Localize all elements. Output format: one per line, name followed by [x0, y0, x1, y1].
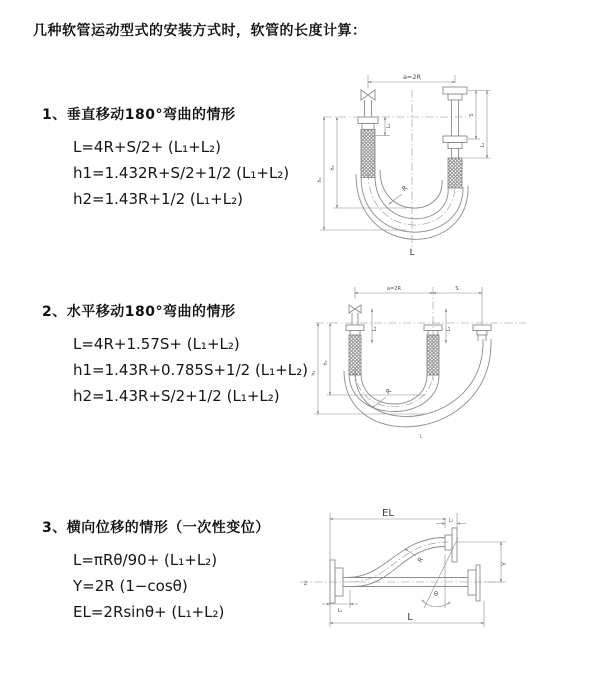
section-horizontal-bend [42, 301, 308, 409]
formula-length: L=4R+S/2+ (L₁+L₂) [73, 138, 221, 156]
hose-curves [344, 339, 491, 427]
diagram-vertical-bend [312, 68, 530, 258]
axis-label: z [304, 580, 308, 587]
dim-label-length: L [419, 433, 423, 440]
dimension-s [433, 286, 482, 293]
dimension-l1 [372, 309, 378, 343]
section-2-heading: 2、水平移动180°弯曲的情形 [42, 304, 236, 320]
dimension-s [468, 91, 491, 140]
dim-label-l1: L₁ [337, 608, 343, 614]
dimension-l2 [463, 91, 491, 159]
page-title: 几种软管运动型式的安装方式时，软管的长度计算： [33, 23, 367, 39]
dimension-a2r [355, 286, 482, 325]
left-pipe-assembly [358, 100, 378, 178]
dimension-y [457, 542, 508, 582]
braided-hose-section [448, 158, 462, 188]
dim-label-length: L [409, 248, 415, 258]
dim-label-h1: h₁ [311, 370, 317, 376]
dim-label-s: S [455, 286, 459, 292]
dimension-el [330, 508, 457, 560]
diagram-horizontal-bend [306, 281, 534, 446]
diagram-lateral-offset [298, 508, 566, 636]
formula-h1: h1=1.432R+S/2+1/2 (L₁+L₂) [73, 164, 290, 182]
dim-label-angle: θ [434, 590, 438, 598]
hose-curve [348, 538, 448, 587]
formula-h2: h2=1.43R+1/2 (L₁+L₂) [73, 190, 243, 208]
dim-label-l2: L₂ [480, 142, 486, 148]
angle-construction [422, 538, 458, 608]
dimension-l2 [446, 309, 452, 343]
dimension-l1 [322, 590, 358, 614]
dimension-l1 [375, 117, 392, 136]
right-pipe-assembly [473, 325, 491, 341]
braided-hose-section [427, 335, 439, 375]
dim-label-y: Y [500, 562, 508, 566]
dim-label-s: S [469, 113, 475, 117]
dim-label-l: L [407, 612, 413, 623]
right-flange-assembly [468, 565, 480, 601]
dim-label-l1: L₁ [386, 123, 392, 129]
dimension-h1 [311, 323, 426, 414]
dimension-a2r [368, 73, 455, 88]
radius-leader [389, 184, 409, 204]
dimension-h2 [323, 323, 426, 395]
section-1-formulas [42, 134, 289, 212]
left-pipe-assembly [346, 313, 364, 375]
formula-length: L=πRθ/90+ (L₁+L₂) [73, 551, 218, 569]
valve-icon [349, 305, 361, 313]
formula-y: Y=2R (1−cosθ) [73, 577, 188, 595]
dimension-l [330, 601, 484, 627]
dim-label-radius: R [400, 183, 410, 193]
dim-label-h1: h₁ [317, 177, 323, 183]
section-lateral-offset [42, 517, 270, 625]
formula-el: EL=2Rsinθ+ (L₁+L₂) [73, 603, 225, 621]
section-vertical-bend [42, 104, 289, 212]
formula-h2: h2=1.43R+S/2+1/2 (L₁+L₂) [73, 387, 280, 405]
radius-leader [372, 387, 393, 408]
dim-label-l2: L₂ [446, 326, 452, 332]
formula-h1: h1=1.43R+0.785S+1/2 (L₁+L₂) [73, 361, 308, 379]
dim-label-radius: R [415, 555, 425, 565]
section-1-heading: 1、垂直移动180°弯曲的情形 [42, 107, 236, 123]
dim-label-radius: R [384, 386, 394, 396]
dim-label-l1: L₁ [372, 326, 378, 332]
dim-label-l2: L₂ [448, 517, 454, 524]
formula-length: L=4R+1.57S+ (L₁+L₂) [73, 335, 240, 353]
valve-icon [361, 90, 375, 100]
upper-flange-assembly [445, 528, 457, 562]
right-pipe-assembly [443, 87, 467, 188]
dim-label-a2r: a=2R [387, 286, 401, 292]
dim-label-a2r: a=2R [402, 73, 422, 81]
dim-label-h2: h₂ [330, 165, 336, 171]
dim-label-h2: h₂ [323, 360, 329, 366]
section-3-heading: 3、横向位移的情形（一次性变位） [42, 520, 270, 536]
section-2-formulas [42, 331, 308, 409]
braided-hose-section [361, 130, 375, 178]
section-3-formulas [42, 547, 270, 625]
dim-label-el: EL [382, 508, 394, 519]
